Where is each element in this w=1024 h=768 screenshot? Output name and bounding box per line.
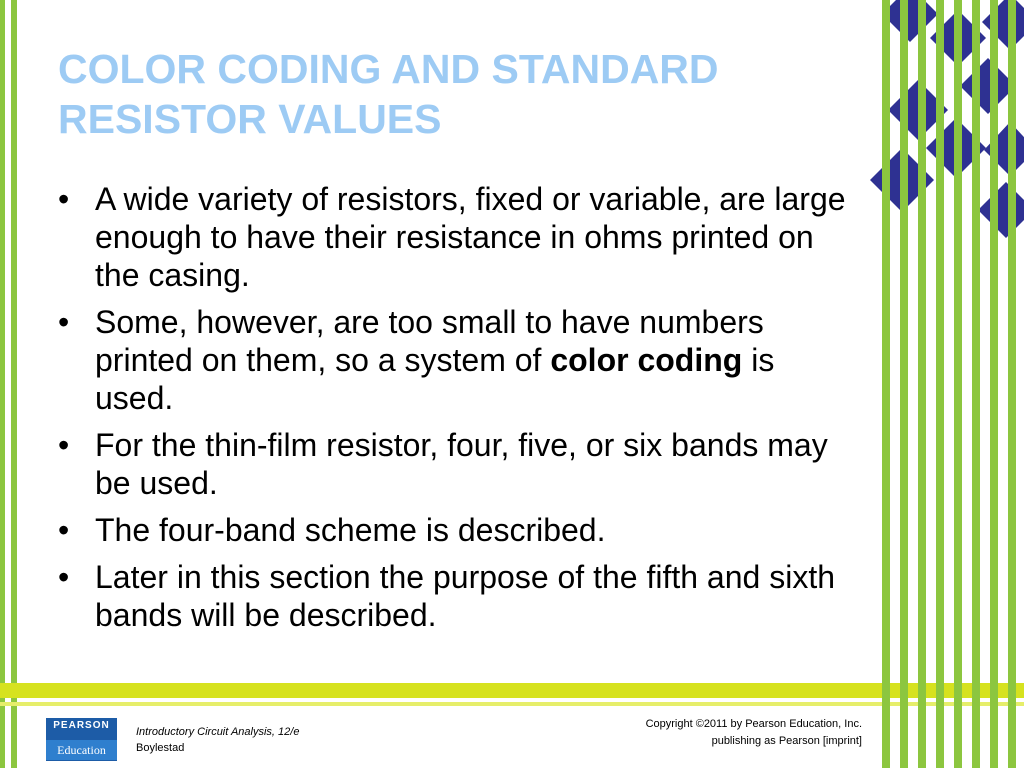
bullet-marker: • <box>58 559 70 595</box>
logo-top-text: PEARSON <box>53 720 110 731</box>
diamond-shape <box>882 0 938 42</box>
slide-title <box>58 44 858 144</box>
vertical-stripe <box>918 0 926 768</box>
book-citation <box>136 724 299 756</box>
copyright-line-1: Copyright ©2011 by Pearson Education, Inc. <box>645 718 862 730</box>
bullet-text: For the thin-film resistor, four, five, or six bands may be used. <box>95 427 828 501</box>
left-stripe-outer <box>0 0 5 768</box>
vertical-stripe <box>900 0 908 768</box>
bullet-text: The four-band scheme is described. <box>95 512 606 548</box>
bullet-marker: • <box>58 512 70 548</box>
bullet-item <box>58 558 858 634</box>
bullet-text: Later in this section the purpose of the fifth and sixth bands will be described. <box>95 559 835 633</box>
diamond-shape <box>978 182 1024 238</box>
bullet-item <box>58 180 858 294</box>
bullet-marker: • <box>58 304 70 340</box>
bullet-list <box>58 180 858 643</box>
book-title: Introductory Circuit Analysis, 12/e <box>136 726 300 738</box>
title-line-2: RESISTOR VALUES <box>58 96 442 142</box>
pearson-education-logo <box>46 718 117 761</box>
bullet-marker: • <box>58 181 70 217</box>
bullet-text-end: is used. <box>95 342 775 416</box>
copyright-line-2: publishing as Pearson [imprint] <box>711 735 862 747</box>
left-stripe-inner <box>11 0 17 768</box>
vertical-stripe <box>972 0 980 768</box>
bullet-text: Some, however, are too small to have numbers printed on them, so a system of <box>95 304 764 378</box>
bullet-text: A wide variety of resistors, fixed or variable, are large enough to have their resistance in ohms printed on the casing. <box>95 181 846 293</box>
bullet-marker: • <box>58 427 70 463</box>
diamond-shape <box>982 0 1024 50</box>
vertical-stripe <box>1008 0 1016 768</box>
stripes-diamonds-decoration <box>860 0 1024 768</box>
bullet-item <box>58 511 858 549</box>
copyright-notice <box>646 716 862 750</box>
bullet-item <box>58 303 858 417</box>
title-line-1: COLOR CODING AND STANDARD <box>58 46 719 92</box>
vertical-stripe <box>882 0 890 768</box>
diamond-shape <box>960 58 1016 114</box>
bullet-item <box>58 426 858 502</box>
vertical-stripe <box>990 0 998 768</box>
logo-bottom-text: Education <box>46 740 117 760</box>
bullet-emphasis: color coding <box>550 342 743 378</box>
book-author: Boylestad <box>136 742 185 754</box>
vertical-stripe <box>936 0 944 768</box>
vertical-stripe <box>954 0 962 768</box>
